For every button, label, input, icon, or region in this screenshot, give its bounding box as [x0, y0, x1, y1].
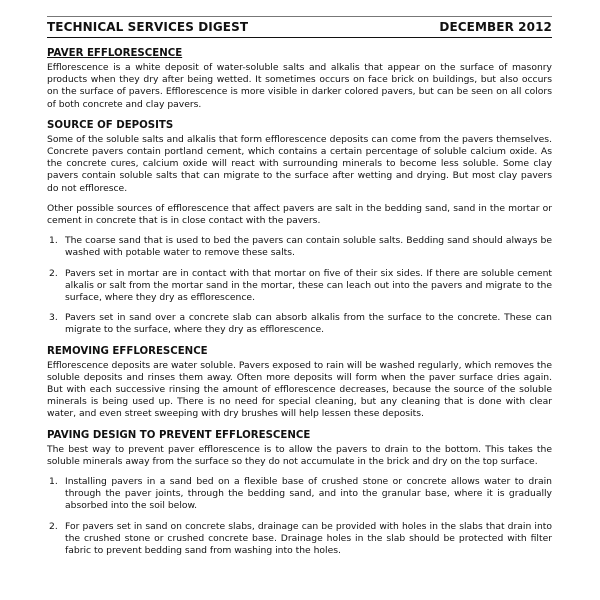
list-item: [47, 312, 552, 336]
top-border-line: [47, 16, 552, 17]
header-title: TECHNICAL SERVICES DIGEST: [47, 20, 249, 34]
document-header: [47, 20, 552, 38]
list-number: 1.: [49, 235, 58, 247]
list-text: For pavers set in sand on concrete slabs, drainage can be provided with holes in the slabs that drain into the crushed stone or crushed concrete base. Drainage holes in the slab should be protected with filter fabric to prevent bedding sand from washing into the holes.: [65, 520, 552, 557]
paragraph: The best way to prevent paver efflorescence is to allow the pavers to drain to the bottom. This takes the soluble minerals away from the surface so they do not accumulate in the brick and dry on the top surface.: [47, 443, 552, 467]
list-item: [47, 235, 552, 259]
section-title-sources: SOURCE OF DEPOSITS: [47, 119, 174, 131]
header-date: DECEMBER 2012: [439, 20, 552, 34]
paragraph: Efflorescence is a white deposit of water-soluble salts and alkalis that appear on the surface of masonry products when they dry after being wetted. It sometimes occurs on face brick on buildings, but also occurs on the surface of pavers. Efflorescence is more visible in darker colored pavers, but can be seen on all colors of both concrete and clay pavers.: [47, 62, 552, 110]
document-body: [47, 47, 552, 565]
section-title-removing: REMOVING EFFLORESCENCE: [47, 345, 208, 357]
list-number: 1.: [49, 476, 58, 488]
sources-list: [47, 235, 552, 336]
paragraph: Some of the soluble salts and alkalis that form efflorescence deposits can come from the pavers themselves. Concrete pavers contain portland cement, which contains a certain percentage of soluble calcium oxide. As the concrete cures, calcium oxide will react with surrounding minerals to become less soluble. Some clay pavers contain soluble salts that can migrate to the surface after wetting and drying. But most clay pavers do not effloresce.: [47, 133, 552, 194]
header-rule: [47, 37, 552, 38]
paragraph: Efflorescence deposits are water soluble. Pavers exposed to rain will be washed regularly, which removes the soluble deposits and rinses them away. Often more deposits will form when the paver surface dries again. But with each successive rinsing the amount of efflorescence decreases, because the source of the soluble minerals is being used up. There is no need for special cleaning, but any cleaning that is done with clear water, and even street sweeping with dry brushes will help lessen these deposits.: [47, 359, 552, 420]
list-number: 3.: [49, 312, 58, 324]
list-text: Pavers set in sand over a concrete slab can absorb alkalis from the surface to the concrete. These can migrate to the surface, where they dry as efflorescence.: [65, 312, 552, 336]
section-title-efflorescence: PAVER EFFLORESCENCE: [47, 48, 183, 59]
design-list: [47, 476, 552, 557]
list-text: The coarse sand that is used to bed the pavers can contain soluble salts. Bedding sand should always be washed with potable water to remove these salts.: [65, 235, 552, 259]
paragraph: Other possible sources of efflorescence that affect pavers are salt in the bedding sand, sand in the mortar or cement in concrete that is in close contact with the pavers.: [47, 202, 552, 227]
list-item: [47, 476, 552, 513]
list-item: [47, 268, 552, 305]
list-text: Installing pavers in a sand bed on a flexible base of crushed stone or concrete allows water to drain through the paver joints, through the bedding sand, and into the granular base, where it is gradually absorbed into the soil below.: [65, 476, 552, 512]
list-number: 2.: [49, 520, 58, 532]
list-item: [47, 521, 552, 558]
list-number: 2.: [49, 267, 58, 279]
list-text: Pavers set in mortar are in contact with that mortar on five of their six sides. If there are soluble cement alkalis or salt from the mortar sand in the mortar, these can leach out into the pavers and migrate to the surface, where they dry as efflorescence.: [65, 267, 552, 304]
section-title-design: PAVING DESIGN TO PREVENT EFFLORESCENCE: [47, 429, 311, 441]
